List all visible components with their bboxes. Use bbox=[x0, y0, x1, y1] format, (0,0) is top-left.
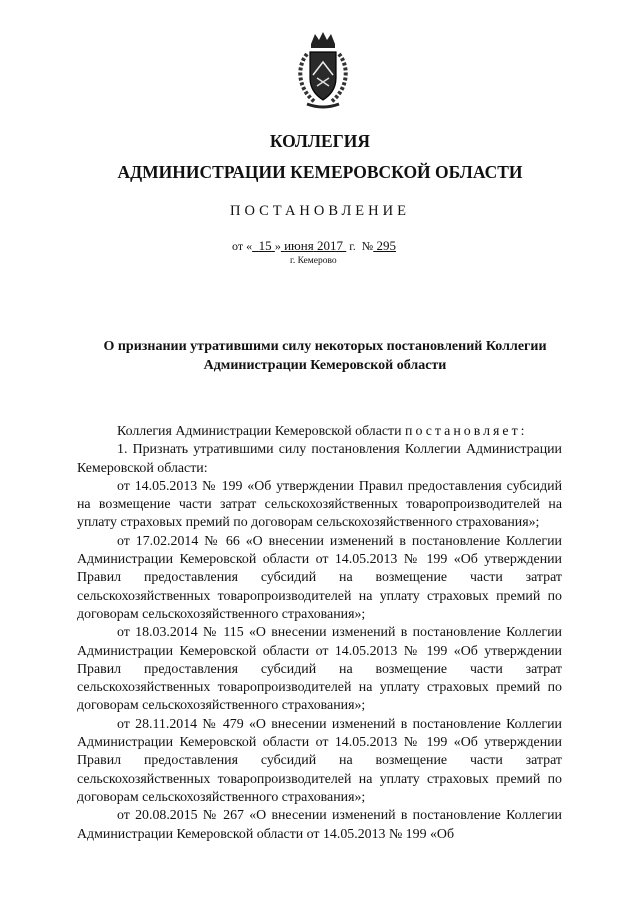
body-paragraph: от 18.03.2014 № 115 «О внесении изменений в постановление Коллегии Администрации Кемеровской области от 14.05.2013 № 199 «Об утверждении Правил предоставления субсидий на возмещение части затрат сельскохозяйственных товаропроизводителей на уплату страховых премий по договорам сельскохозяйственного страхования»; bbox=[77, 625, 562, 714]
city: г. Кемерово bbox=[290, 256, 337, 266]
body-paragraph: от 20.08.2015 № 267 «О внесении изменений в постановление Коллегии Администрации Кемеровской области от 14.05.2013 № 199 «Об bbox=[77, 808, 562, 842]
subject-line1: О признании утратившими силу некоторых постановлений Коллегии bbox=[103, 339, 547, 354]
document-number: 295 bbox=[376, 238, 396, 253]
document-body bbox=[77, 423, 562, 844]
date-line bbox=[232, 238, 396, 254]
subject-line2: Администрации Кемеровской области bbox=[203, 358, 447, 373]
body-paragraph: от 14.05.2013 № 199 «Об утверждении Правил предоставления субсидий на возмещение части затрат сельскохозяйственных товаропроизводителей на уплату страховых премий по договорам сельскохозяйственного страхования»; bbox=[77, 478, 562, 531]
document-type: ПОСТАНОВЛЕНИЕ bbox=[230, 203, 410, 219]
document-subject bbox=[70, 337, 580, 375]
body-paragraph: от 17.02.2014 № 66 «О внесении изменений в постановление Коллегии Администрации Кемеровской области от 14.05.2013 № 199 «Об утверждении Правил предоставления субсидий на возмещение части затрат сельскохозяйственных товаропроизводителей на уплату страховых премий по договорам сельскохозяйственного страхования»; bbox=[77, 533, 562, 622]
date-prefix: от « bbox=[232, 239, 253, 253]
body-paragraph: от 28.11.2014 № 479 «О внесении изменений в постановление Коллегии Администрации Кемеровской области от 14.05.2013 № 199 «Об утверждении Правил предоставления субсидий на возмещение части затрат сельскохозяйственных товаропроизводителей на уплату страховых премий по договорам сельскохозяйственного страхования»; bbox=[77, 716, 562, 805]
kemerovo-coat-of-arms-icon bbox=[293, 30, 353, 112]
header-line1: КОЛЛЕГИЯ bbox=[269, 131, 371, 151]
date-year-suffix: г. № bbox=[349, 239, 374, 253]
body-paragraph: 1. Признать утратившими силу постановления Коллегии Администрации Кемеровской области: bbox=[77, 442, 562, 476]
date-day: 15 bbox=[258, 238, 272, 253]
header-line2: АДМИНИСТРАЦИИ КЕМЕРОВСКОЙ ОБЛАСТИ bbox=[117, 162, 523, 182]
date-sep: » bbox=[274, 239, 281, 253]
date-month-year: июня 2017 bbox=[284, 238, 343, 253]
intro-paragraph: Коллегия Администрации Кемеровской области постановляет: bbox=[117, 424, 528, 439]
